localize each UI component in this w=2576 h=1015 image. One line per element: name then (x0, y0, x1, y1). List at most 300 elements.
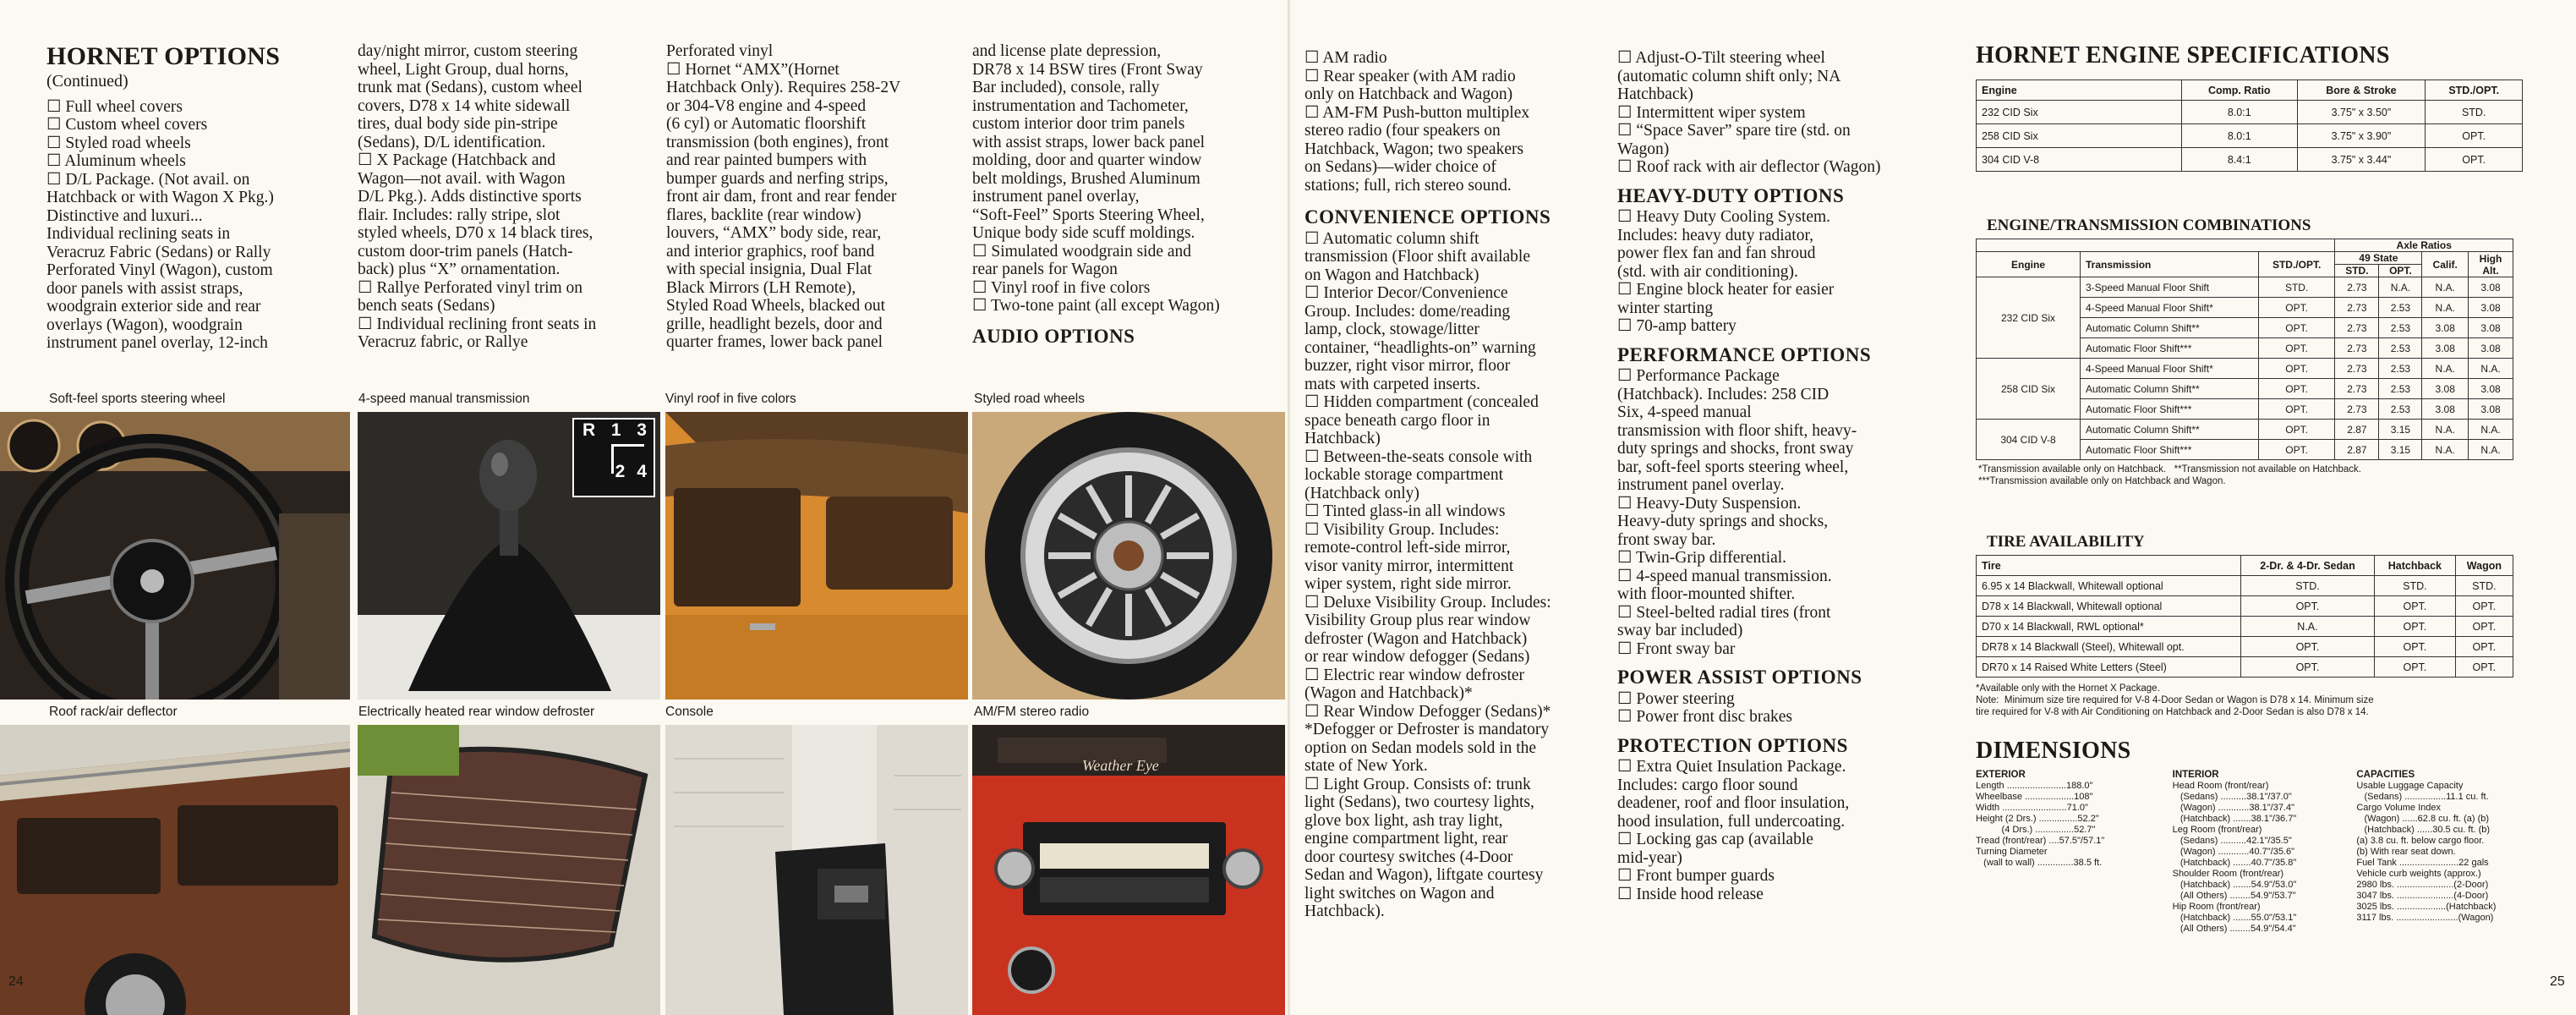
text-line: ☐ Hidden compartment (concealed (1304, 393, 1539, 411)
text-line: ☐ Simulated woodgrain side and (972, 242, 1192, 261)
49-state-header: 49 State (2335, 252, 2422, 265)
col5 (1304, 49, 1617, 921)
text-line: D/L Pkg.). Adds distinctive sports (358, 188, 582, 206)
text-line: ☐ Automatic column shift (1304, 229, 1479, 248)
tire-cell: OPT. (2455, 657, 2513, 678)
text-line: back) plus “X” ornamentation. (358, 261, 561, 278)
col3 (666, 42, 972, 352)
engine-specs-row (1977, 101, 2523, 124)
text-line: ☐ AM radio (1304, 49, 1387, 67)
tire-title: TIRE AVAILABILITY (1987, 533, 2145, 551)
transmission-cell: N.A. (2379, 277, 2422, 298)
text-line: Visibility Group plus rear window (1304, 612, 1531, 629)
tire-cell: 6.95 x 14 Blackwall, Whitewall optional (1977, 576, 2241, 596)
text-line: 2980 lbs. ......................(2-Door) (2356, 880, 2489, 890)
text-line: engine compartment light, rear (1304, 830, 1508, 848)
transmission-cell: 4-Speed Manual Floor Shift* (2081, 298, 2259, 318)
transmission-col-header: STD. (2335, 265, 2379, 277)
text-line: Perforated Vinyl (Wagon), custom (46, 261, 273, 279)
engine-specs-header: Engine (1977, 80, 2182, 101)
transmission-cell: N.A. (2469, 440, 2513, 460)
transmission-cell: OPT. (2258, 338, 2335, 359)
page-title: HORNET OPTIONS (46, 42, 281, 70)
engine-specs-cell: 8.0:1 (2182, 101, 2298, 124)
transmission-cell: 2.53 (2379, 359, 2422, 379)
text-line: Wagon) (1617, 140, 1670, 158)
transmission-row (1977, 420, 2513, 440)
text-line: duty springs and shocks, front sway (1617, 440, 1854, 458)
text-line: Fuel Tank .......................22 gals (2356, 858, 2489, 868)
text-line: (All Others) ........54.9"/54.4" (2172, 924, 2296, 934)
transmission-cell: Automatic Column Shift** (2081, 420, 2259, 440)
protection-heading: PROTECTION OPTIONS (1617, 734, 1848, 756)
text-line: ☐ Power front disc brakes (1617, 708, 1793, 726)
text-line: Hatchback, Wagon; two speakers (1304, 140, 1524, 158)
text-line: (All Others) ........54.9"/53.7" (2172, 891, 2296, 901)
exterior-lines (1976, 781, 2158, 869)
transmission-table (1976, 239, 2513, 460)
text-line: (a) 3.8 cu. ft. below cargo floor. (2356, 836, 2485, 846)
text-line: light (Sedans), two courtesy lights, (1304, 793, 1534, 811)
caption-4speed: 4-speed manual transmission (358, 392, 530, 406)
transmission-engine-cell: 304 CID V-8 (1977, 420, 2081, 460)
text-line: mats with carpeted inserts. (1304, 375, 1480, 393)
audio-options-lines (1304, 49, 1617, 195)
text-line: Individual reclining seats in (46, 225, 231, 243)
dimensions-exterior (1976, 770, 2158, 935)
text-line: Includes: cargo floor sound (1617, 776, 1798, 794)
tire-table (1976, 555, 2513, 678)
text-line: ☐ Custom wheel covers (46, 116, 208, 134)
power-assist-lines (1617, 690, 1939, 727)
transmission-cell: 2.73 (2335, 277, 2379, 298)
text-line: on Sedans)—wider choice of (1304, 158, 1496, 176)
text-line: ☐ Power steering (1617, 689, 1735, 708)
shift-pattern-badge (579, 422, 650, 480)
text-line: belt moldings, Brushed Aluminum (972, 169, 1200, 188)
text-line: Includes: heavy duty radiator, (1617, 226, 1814, 244)
transmission-cell: N.A. (2422, 277, 2469, 298)
transmission-cell: 3.08 (2422, 318, 2469, 338)
text-line: with floor-mounted shifter. (1617, 585, 1796, 603)
text-line: woodgrain exterior side and rear (46, 298, 261, 315)
text-line: ☐ Extra Quiet Insulation Package. (1617, 758, 1846, 776)
text-line: custom interior door trim panels (972, 115, 1185, 133)
tire-cell: OPT. (2374, 637, 2455, 657)
transmission-cell: 3.15 (2379, 420, 2422, 440)
transmission-cell: 3.08 (2469, 338, 2513, 359)
tire-cell: OPT. (2374, 617, 2455, 637)
transmission-col-header: Calif. (2422, 252, 2469, 277)
transmission-cell: OPT. (2258, 379, 2335, 399)
text-line: winter starting (1617, 299, 1714, 317)
text-line: ***Transmission available only on Hatchback and Wagon. (1978, 476, 2226, 486)
text-line: ☐ Front sway bar (1617, 639, 1736, 658)
page-subtitle: (Continued) (46, 72, 129, 91)
text-line: Black Mirrors (LH Remote), (666, 278, 856, 297)
capacities-lines (2356, 781, 2534, 924)
tire-row (1977, 576, 2513, 596)
photo-4speed-shifter (358, 412, 660, 700)
text-line: on Wagon and Hatchback) (1304, 266, 1479, 284)
transmission-cell: 3.08 (2422, 338, 2469, 359)
tire-cell: DR70 x 14 Raised White Letters (Steel) (1977, 657, 2241, 678)
tire-header: 2-Dr. & 4-Dr. Sedan (2241, 556, 2375, 576)
text-line: ☐ Styled road wheels (46, 134, 191, 152)
text-line: custom door-trim panels (Hatch- (358, 242, 573, 261)
text-line: ☐ Heavy Duty Cooling System. (1617, 208, 1831, 226)
text-line: ☐ Visibility Group. Includes: (1304, 520, 1500, 539)
text-line: (Hatchback) .......55.0"/53.1" (2172, 913, 2297, 923)
transmission-cell: STD. (2258, 277, 2335, 298)
photo-vinyl-roof (665, 412, 968, 700)
transmission-cell: Automatic Column Shift** (2081, 379, 2259, 399)
text-line: front air dam, front and rear fender (666, 188, 897, 206)
text-line: ☐ Rear speaker (with AM radio (1304, 67, 1516, 85)
transmission-cell: N.A. (2469, 359, 2513, 379)
text-line: ☐ “Space Saver” spare tire (std. on (1617, 122, 1851, 140)
col2-lines (358, 42, 662, 352)
transmission-cell: 3.15 (2379, 440, 2422, 460)
tire-cell: OPT. (2241, 657, 2375, 678)
transmission-cell: N.A. (2422, 420, 2469, 440)
tire-cell: OPT. (2241, 596, 2375, 617)
transmission-row (1977, 277, 2513, 298)
col1-lines (46, 98, 351, 353)
text-line: Hatchback) (1304, 430, 1381, 447)
text-line: ☐ Between-the-seats console with (1304, 447, 1533, 466)
engine-specs-cell: 8.4:1 (2182, 148, 2298, 172)
text-line: instrument panel overlay, 12-inch (46, 334, 268, 352)
text-line: container, “headlights-on” warning (1304, 338, 1536, 357)
text-line: and license plate depression, (972, 42, 1162, 60)
text-line: only on Hatchback and Wagon) (1304, 85, 1513, 103)
text-line: ☐ Roof rack with air deflector (Wagon) (1617, 158, 1881, 176)
text-line: Head Room (front/rear) (2172, 781, 2269, 791)
transmission-cell: 3.08 (2422, 399, 2469, 420)
engine-specs-table (1976, 80, 2523, 172)
text-line: Hatchback). (1304, 903, 1385, 920)
transmission-cell: OPT. (2258, 298, 2335, 318)
text-line: remote-control left-side mirror, (1304, 539, 1511, 557)
caption-defroster: Electrically heated rear window defroster (358, 705, 595, 719)
text-line: Styled Road Wheels, blacked out (666, 297, 886, 315)
text-line: (automatic column shift only; NA (1617, 67, 1841, 85)
engine-specs-cell: 3.75" x 3.50" (2297, 101, 2426, 124)
text-line: Hatchback or with Wagon X Pkg.) (46, 189, 274, 206)
transmission-cell: 2.73 (2335, 399, 2379, 420)
transmission-header-row-1 (1977, 239, 2513, 252)
text-line: ☐ Two-tone paint (all except Wagon) (972, 297, 1220, 315)
photo-amfm-radio (972, 725, 1285, 1015)
transmission-title: ENGINE/TRANSMISSION COMBINATIONS (1987, 217, 2311, 234)
text-line: Vehicle curb weights (approx.) (2356, 869, 2481, 879)
text-line: “Soft-Feel” Sports Steering Wheel, (972, 206, 1205, 224)
transmission-col-header: Engine (1977, 252, 2081, 277)
engine-specs-title: HORNET ENGINE SPECIFICATIONS (1976, 42, 2390, 69)
engine-specs-cell: 304 CID V-8 (1977, 148, 2182, 172)
text-line: Distinctive and luxuri... (46, 206, 203, 225)
radio-label: Weather Eye (1082, 757, 1159, 774)
capacities-heading: CAPACITIES (2356, 770, 2415, 780)
transmission-cell: OPT. (2258, 420, 2335, 440)
text-line: power flex fan and fan shroud (1617, 244, 1816, 262)
convenience-options-heading: CONVENIENCE OPTIONS (1304, 206, 1551, 228)
text-line: DR78 x 14 BSW tires (Front Sway (972, 60, 1203, 79)
text-line: deadener, roof and floor insulation, (1617, 794, 1850, 812)
text-line: ☐ Rallye Perforated vinyl trim on (358, 278, 583, 297)
transmission-cell: N.A. (2422, 359, 2469, 379)
transmission-cell: 3.08 (2469, 318, 2513, 338)
engine-specs-header: Comp. Ratio (2182, 80, 2298, 101)
engine-specs-cell: 3.75" x 3.90" (2297, 124, 2426, 148)
tire-availability (1976, 533, 2528, 718)
text-line: (std. with air conditioning). (1617, 262, 1798, 281)
text-line: (Sedans) ..........42.1"/35.5" (2172, 836, 2292, 846)
text-line: ☐ Intermittent wiper system (1617, 103, 1806, 122)
engine-specs-row (1977, 148, 2523, 172)
text-line: day/night mirror, custom steering (358, 42, 578, 60)
text-line: door courtesy switches (4-Door (1304, 848, 1513, 866)
text-line: Group. Includes: dome/reading (1304, 302, 1511, 321)
text-line: (Wagon and Hatchback)* (1304, 684, 1473, 702)
text-line: Six, 4-speed manual (1617, 403, 1752, 421)
text-line: 3117 lbs. ........................(Wagon) (2356, 913, 2494, 923)
text-line: (Hatchback) .......38.1"/36.7" (2172, 814, 2297, 824)
tire-cell: STD. (2455, 576, 2513, 596)
transmission-col-header: STD./OPT. (2258, 252, 2335, 277)
text-line: ☐ Heavy-Duty Suspension. (1617, 494, 1802, 513)
tire-cell: D70 x 14 Blackwall, RWL optional* (1977, 617, 2241, 637)
text-line: grille, headlight bezels, door and (666, 315, 883, 333)
transmission-cell: 3.08 (2422, 379, 2469, 399)
text-line: or rear window defogger (Sedans) (1304, 648, 1530, 666)
text-line: ☐ Interior Decor/Convenience (1304, 284, 1508, 302)
photo-rear-defroster (358, 725, 660, 1015)
text-line: (Wagon) ......62.8 cu. ft. (a) (b) (2356, 814, 2490, 824)
text-line: Veracruz Fabric (Sedans) or Rally (46, 243, 271, 261)
transmission-cell: 2.73 (2335, 379, 2379, 399)
interior-lines (2173, 781, 2342, 935)
tire-cell: STD. (2241, 576, 2375, 596)
page-number-left: 24 (8, 974, 24, 989)
engine-specs-cell: 232 CID Six (1977, 101, 2182, 124)
transmission-notes (1978, 464, 2528, 487)
tire-cell: OPT. (2455, 617, 2513, 637)
performance-heading: PERFORMANCE OPTIONS (1617, 343, 1872, 365)
text-line: option on Sedan models sold in the (1304, 738, 1537, 757)
shift-3: 3 (637, 420, 647, 440)
transmission-row (1977, 359, 2513, 379)
text-line: (6 cyl) or Automatic floorshift (666, 115, 867, 133)
text-line: (Hatchback) .......40.7"/35.8" (2172, 858, 2297, 868)
text-line: defroster (Wagon and Hatchback) (1304, 629, 1528, 648)
text-line: flares, backlite (rear window) (666, 206, 861, 224)
text-line: covers, D78 x 14 white sidewall (358, 96, 571, 115)
text-line: Cargo Volume Index (2356, 803, 2442, 813)
text-line: (Hatchback). Includes: 258 CID (1617, 385, 1829, 403)
text-line: rear panels for Wagon (972, 261, 1118, 278)
text-line: (Hatchback only) (1304, 484, 1419, 502)
engine-specs-cell: OPT. (2426, 124, 2523, 148)
text-line: ☐ Twin-Grip differential. (1617, 549, 1787, 567)
text-line: lockable storage compartment (1304, 466, 1503, 484)
dimensions-capacities (2356, 770, 2534, 935)
text-line: (b) With rear seat down. (2356, 847, 2456, 857)
transmission-cell: OPT. (2258, 318, 2335, 338)
text-line: Hip Room (front/rear) (2172, 902, 2261, 912)
tire-cell: OPT. (2241, 637, 2375, 657)
text-line: ☐ Performance Package (1617, 367, 1780, 385)
text-line: ☐ Aluminum wheels (46, 152, 186, 170)
text-line: ☐ Locking gas cap (available (1617, 831, 1813, 848)
text-line: *Defogger or Defroster is mandatory (1304, 721, 1550, 738)
tire-header: Tire (1977, 556, 2241, 576)
text-line: mid-year) (1617, 848, 1682, 867)
text-line: Veracruz fabric, or Rallye (358, 333, 528, 351)
text-line: front sway bar. (1617, 530, 1716, 549)
text-line: tire required for V-8 with Air Conditioning on Hatchback and 2-Door Sedan is also D78 x 14. (1976, 707, 2369, 717)
text-line: 3047 lbs. ......................(4-Door) (2356, 891, 2489, 901)
transmission-cell: 2.73 (2335, 298, 2379, 318)
transmission-cell: 3.08 (2469, 277, 2513, 298)
transmission-cell: 3.08 (2469, 379, 2513, 399)
text-line: ☐ Front bumper guards (1617, 867, 1775, 885)
text-line: louvers, “AMX” body side, rear, (666, 224, 882, 242)
text-line: sway bar included) (1617, 622, 1743, 639)
transmission-combos (1978, 217, 2528, 487)
engine-specs-cell: OPT. (2426, 148, 2523, 172)
text-line: (Hatchback) ......30.5 cu. ft. (b) (2356, 825, 2491, 835)
engine-specs-cell: 258 CID Six (1977, 124, 2182, 148)
text-line: ☐ Vinyl roof in five colors (972, 278, 1151, 297)
text-line: ☐ Deluxe Visibility Group. Includes: (1304, 593, 1551, 612)
text-line: (wall to wall) ..............38.5 ft. (1976, 858, 2103, 868)
caption-roof-rack: Roof rack/air deflector (49, 705, 178, 719)
photo-steering-wheel (0, 412, 350, 700)
text-line: Tread (front/rear) ....57.5"/57.1" (1976, 836, 2105, 846)
col4-lines (972, 42, 1285, 315)
transmission-col-header: High Alt. (2469, 252, 2513, 277)
text-line: with assist straps, lower back panel (972, 133, 1206, 151)
text-line: Usable Luggage Capacity (2356, 781, 2464, 791)
text-line: ☐ Engine block heater for easier (1617, 281, 1835, 299)
transmission-cell: OPT. (2258, 399, 2335, 420)
engine-specs (1976, 42, 2525, 172)
transmission-cell: 2.53 (2379, 318, 2422, 338)
transmission-cell: OPT. (2258, 440, 2335, 460)
text-line: Width .........................71.0" (1976, 803, 2088, 813)
text-line: (Wagon) ............40.7"/35.6" (2172, 847, 2295, 857)
text-line: and rear painted bumpers with (666, 151, 867, 169)
text-line: Shoulder Room (front/rear) (2172, 869, 2284, 879)
transmission-engine-cell: 258 CID Six (1977, 359, 2081, 420)
transmission-cell: Automatic Column Shift** (2081, 318, 2259, 338)
page-number-right: 25 (2550, 974, 2565, 989)
text-line: quarter frames, lower back panel (666, 333, 883, 351)
text-line: ☐ 4-speed manual transmission. (1617, 567, 1832, 585)
engine-specs-cell: 8.0:1 (2182, 124, 2298, 148)
tire-cell: OPT. (2455, 596, 2513, 617)
tire-header-row (1977, 556, 2513, 576)
text-line: ☐ Inside hood release (1617, 885, 1764, 903)
transmission-cell: 3.08 (2469, 399, 2513, 420)
text-line: Leg Room (front/rear) (2172, 825, 2262, 835)
col4 (972, 42, 1285, 348)
col2 (358, 42, 662, 352)
text-line: instrument panel overlay, (972, 188, 1140, 206)
text-line: ☐ Hornet “AMX”(Hornet (666, 60, 840, 79)
transmission-header-row-2 (1977, 252, 2513, 265)
transmission-cell: 2.87 (2335, 420, 2379, 440)
transmission-engine-cell: 232 CID Six (1977, 277, 2081, 359)
text-line: instrument panel overlay. (1617, 476, 1785, 494)
transmission-cell: 2.87 (2335, 440, 2379, 460)
text-line: flair. Includes: rally stripe, slot (358, 206, 561, 224)
shift-1: 1 (610, 420, 621, 440)
text-line: ☐ Steel-belted radial tires (front (1617, 603, 1831, 622)
text-line: *Transmission available only on Hatchback. **Transmission not available on Hatchback. (1978, 464, 2361, 475)
text-line: Turning Diameter (1976, 847, 2048, 857)
tire-notes (1976, 683, 2528, 718)
text-line: transmission (Floor shift available (1304, 248, 1531, 266)
tire-row (1977, 617, 2513, 637)
transmission-cell: 2.53 (2379, 298, 2422, 318)
tire-cell: STD. (2374, 576, 2455, 596)
transmission-cell: 2.53 (2379, 338, 2422, 359)
text-line: styled wheels, D70 x 14 black tires, (358, 224, 593, 242)
text-line: ☐ Tinted glass-in all windows (1304, 502, 1506, 520)
transmission-cell: N.A. (2469, 420, 2513, 440)
text-line: bumper guards and nerfing strips, (666, 169, 889, 188)
audio-options-heading: AUDIO OPTIONS (972, 325, 1135, 347)
text-line: state of New York. (1304, 757, 1428, 775)
engine-specs-row (1977, 124, 2523, 148)
transmission-col-header: OPT. (2379, 265, 2422, 277)
text-line: instrumentation and Tachometer, (972, 96, 1189, 115)
engine-specs-cell: 3.75" x 3.44" (2297, 148, 2426, 172)
text-line: ☐ Rear Window Defogger (Sedans)* (1304, 702, 1551, 721)
caption-vinyl-roof: Vinyl roof in five colors (665, 392, 796, 406)
text-line: molding, door and quarter window (972, 151, 1202, 169)
transmission-cell: 2.73 (2335, 338, 2379, 359)
text-line: bench seats (Sedans) (358, 297, 495, 315)
text-line: (Sedans) ................11.1 cu. ft. (2356, 792, 2489, 802)
heavy-duty-heading: HEAVY-DUTY OPTIONS (1617, 184, 1845, 206)
transmission-cell: 2.53 (2379, 379, 2422, 399)
tire-cell: N.A. (2241, 617, 2375, 637)
text-line: ☐ Full wheel covers (46, 97, 183, 116)
col3-lines (666, 42, 972, 352)
caption-amfm-radio: AM/FM stereo radio (974, 705, 1090, 719)
transmission-cell: 3-Speed Manual Floor Shift (2081, 277, 2259, 298)
text-line: overlays (Wagon), woodgrain (46, 315, 243, 334)
engine-specs-header: STD./OPT. (2426, 80, 2523, 101)
engine-specs-cell: STD. (2426, 101, 2523, 124)
transmission-cell: 2.53 (2379, 399, 2422, 420)
transmission-cell: 2.73 (2335, 318, 2379, 338)
photo-console (665, 725, 968, 1015)
text-line: wiper system, right side mirror. (1304, 575, 1512, 593)
photo-roof-rack (0, 725, 350, 1015)
text-line: transmission (both engines), front (666, 133, 889, 151)
tire-header: Wagon (2455, 556, 2513, 576)
text-line: Hatchback) (1617, 85, 1693, 103)
text-line: visor vanity mirror, intermittent (1304, 557, 1514, 575)
text-line: ☐ 70-amp battery (1617, 317, 1736, 335)
text-line: ☐ X Package (Hatchback and (358, 151, 556, 169)
caption-road-wheels: Styled road wheels (974, 392, 1085, 406)
